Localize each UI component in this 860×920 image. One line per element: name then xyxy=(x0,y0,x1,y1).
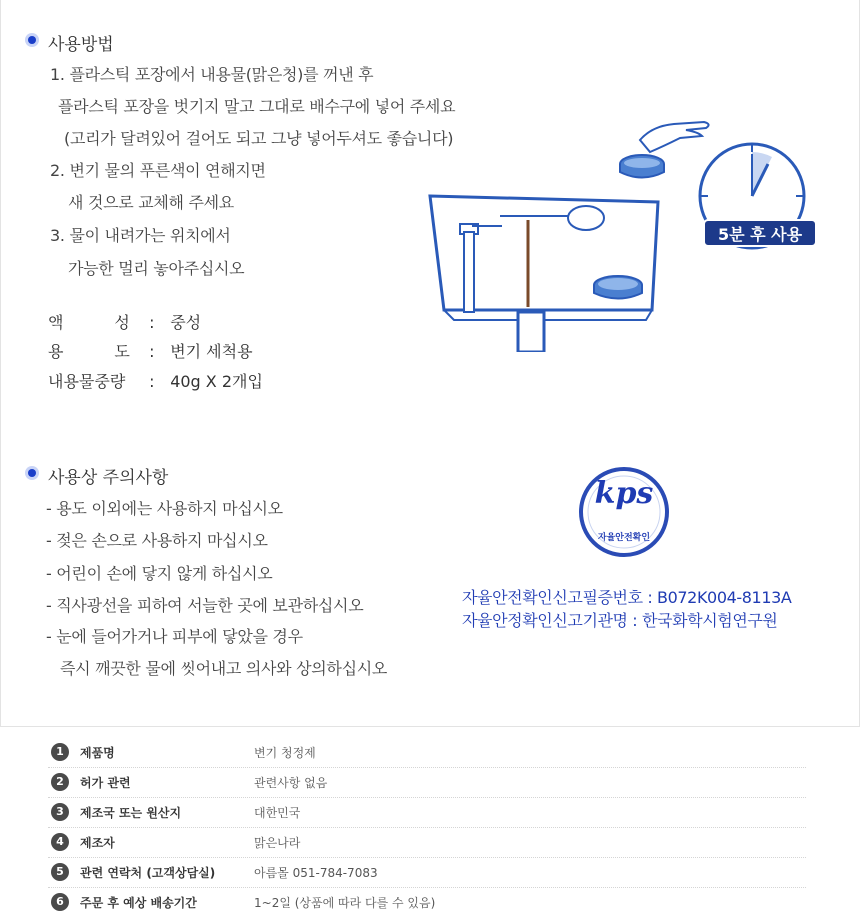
spec-label: 내용물중량 xyxy=(48,372,126,391)
spec-row-purpose xyxy=(48,339,253,362)
usage-line: 2. 변기 물의 푸른색이 연해지면 xyxy=(50,161,266,180)
caution-line: - 직사광선을 피하여 서늘한 곳에 보관하십시오 xyxy=(46,596,364,615)
info-row xyxy=(48,767,806,798)
caution-line: - 젖은 손으로 사용하지 마십시오 xyxy=(46,531,268,550)
info-row xyxy=(48,857,806,888)
info-row xyxy=(48,827,806,858)
info-value: 대한민국 xyxy=(254,806,301,820)
info-row xyxy=(48,737,806,768)
usage-line: 1. 플라스틱 포장에서 내용물(맑은청)를 꺼낸 후 xyxy=(50,65,374,84)
spec-label: 용 도 xyxy=(48,342,130,361)
row-number-badge: 2 xyxy=(51,773,69,791)
spec-separator: : xyxy=(149,372,155,391)
row-number-badge: 1 xyxy=(51,743,69,761)
caution-line: - 어린이 손에 닿지 않게 하십시오 xyxy=(46,564,273,583)
row-number-badge: 3 xyxy=(51,803,69,821)
info-value: 아름몰 051-784-7083 xyxy=(254,866,378,880)
caution-bullet-icon xyxy=(28,469,36,477)
wait-time-badge: 5분 후 사용 xyxy=(717,225,803,244)
info-value: 변기 청정제 xyxy=(254,746,316,760)
caution-line: 즉시 깨끗한 물에 씻어내고 의사와 상의하십시오 xyxy=(60,659,388,678)
spec-row-ph xyxy=(48,310,201,333)
caution-line: - 용도 이외에는 사용하지 마십시오 xyxy=(46,499,283,518)
cert-agency: 자율안정확인신고기관명 : 한국화학시험연구원 xyxy=(462,611,778,630)
row-number-badge: 5 xyxy=(51,863,69,881)
usage-line: 가능한 멀리 놓아주십시오 xyxy=(68,259,245,278)
info-label: 제조자 xyxy=(80,836,115,850)
usage-line: (고리가 달려있어 걸어도 되고 그냥 넣어두셔도 좋습니다) xyxy=(64,129,454,148)
usage-heading: 사용방법 xyxy=(48,35,114,55)
info-value: 맑은나라 xyxy=(254,836,301,850)
usage-bullet-icon xyxy=(28,36,36,44)
info-label: 허가 관련 xyxy=(80,776,131,790)
info-value: 관련사항 없음 xyxy=(254,776,328,790)
cert-number: 자율안전확인신고필증번호 : B072K004-8113A xyxy=(462,588,792,607)
info-row xyxy=(48,887,806,917)
spec-row-weight xyxy=(48,369,263,392)
product-info-table xyxy=(0,727,860,920)
usage-line: 새 것으로 교체해 주세요 xyxy=(68,193,234,212)
row-number-badge: 4 xyxy=(51,833,69,851)
info-label: 제품명 xyxy=(80,746,115,760)
caution-heading: 사용상 주의사항 xyxy=(48,468,169,488)
spec-value: 중성 xyxy=(170,313,202,332)
usage-line: 3. 물이 내려가는 위치에서 xyxy=(50,226,231,245)
info-row xyxy=(48,797,806,828)
row-number-badge: 6 xyxy=(51,893,69,911)
info-label: 제조국 또는 원산지 xyxy=(80,806,182,820)
info-label: 주문 후 예상 배송기간 xyxy=(80,896,197,910)
caution-line: - 눈에 들어가거나 피부에 닿았을 경우 xyxy=(46,627,303,646)
spec-separator: : xyxy=(149,313,155,332)
usage-line: 플라스틱 포장을 벗기지 말고 그대로 배수구에 넣어 주세요 xyxy=(58,97,456,116)
spec-separator: : xyxy=(149,342,155,361)
spec-value: 40g X 2개입 xyxy=(170,372,263,391)
info-value: 1~2일 (상품에 따라 다를 수 있음) xyxy=(254,896,436,910)
spec-value: 변기 세척용 xyxy=(170,342,253,361)
spec-label: 액 성 xyxy=(48,313,130,332)
kps-logo-text: kps xyxy=(594,476,654,511)
info-label: 관련 연락처 (고객상담실) xyxy=(80,866,216,880)
kps-logo-subtext: 자율안전확인 xyxy=(597,533,651,543)
